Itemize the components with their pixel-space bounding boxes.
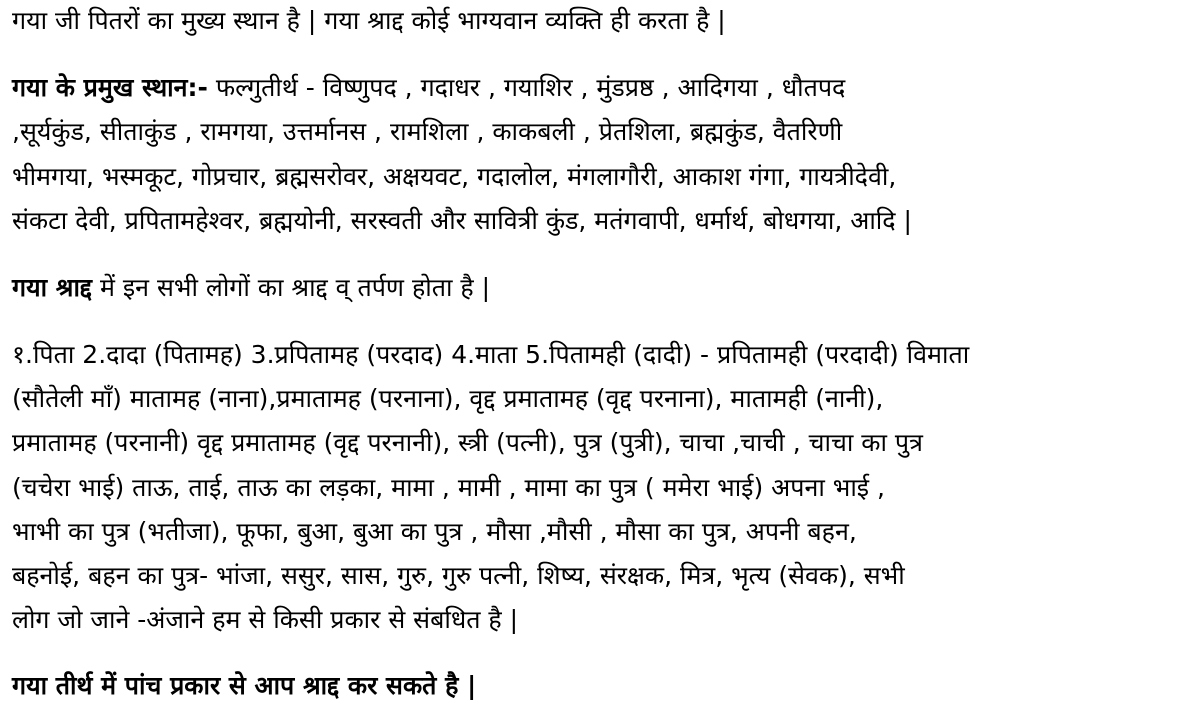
places-list-text: ,सूर्यकुंड, सीताकुंड , रामगया, उत्तर्मानस , रामशिला , काकबली , प्रेतशिला, ब्रह्मकुंड, वैतरिणी — [12, 117, 843, 146]
closing-line — [12, 668, 476, 704]
places-line-3 — [12, 159, 896, 195]
document-page — [12, 0, 1187, 712]
relatives-line-1 — [12, 337, 969, 373]
relatives-text: लोग जो जाने -अंजाने हम से किसी प्रकार से संबधित है | — [12, 605, 519, 634]
relatives-text: प्रमातामह (परनानी) वृद्द प्रमातामह (वृद्द परनानी), स्त्री (पत्नी), पुत्र (पुत्री), चाचा ,चाची , चाचा का पुत्र — [12, 428, 923, 457]
relatives-text: बहनोई, बहन का पुत्र- भांजा, ससुर, सास, गुरु, गुरु पत्नी, शिष्य, संरक्षक, मित्र, भृत्य (सेवक), सभी — [12, 561, 905, 590]
shraddh-heading: गया श्राद्द — [12, 273, 93, 302]
places-list-text: भीमगया, भस्मकूट, गोप्रचार, ब्रह्मसरोवर, अक्षयवट, गदालोल, मंगलागौरी, आकाश गंगा, गायत्रीदेवी, — [12, 162, 897, 191]
intro-text: गया जी पितरों का मुख्य स्थान है | गया श्राद्द कोई भाग्यवान व्यक्ति ही करता है | — [12, 6, 726, 35]
relatives-line-3 — [12, 425, 923, 461]
relatives-text: (सौतेली माँ) मातामह (नाना),प्रमातामह (परनाना), वृद्द प्रमातामह (वृद्द परनाना), मातामही (नानी), — [12, 384, 884, 413]
places-line-1 — [12, 70, 845, 106]
relatives-line-5 — [12, 514, 857, 550]
relatives-line-2 — [12, 381, 883, 417]
relatives-text: (चचेरा भाई) ताऊ, ताई, ताऊ का लड़का, मामा , मामी , मामा का पुत्र ( ममेरा भाई) अपना भाई , — [12, 473, 885, 502]
relatives-line-4 — [12, 470, 885, 506]
places-heading: गया के प्रमुख स्थान:- — [12, 73, 208, 102]
places-line-4 — [12, 203, 912, 239]
places-list-start: फल्गुतीर्थ - विष्णुपद , गदाधर , गयाशिर , मुंडप्रष्ठ , आदिगया , धौतपद — [207, 73, 846, 102]
closing-text: गया तीर्थ में पांच प्रकार से आप श्राद्द कर सकते है | — [12, 671, 477, 700]
places-line-2 — [12, 114, 842, 150]
shraddh-line — [12, 270, 490, 306]
places-list-text: संकटा देवी, प्रपितामहेश्वर, ब्रह्मयोनी, सरस्वती और सावित्री कुंड, मतंगवापी, धर्मार्थ, बोधगया, आदि | — [12, 206, 912, 235]
relatives-text: भाभी का पुत्र (भतीजा), फूफा, बुआ, बुआ का पुत्र , मौसा ,मौसी , मौसा का पुत्र, अपनी बहन, — [12, 517, 857, 546]
relatives-line-7 — [12, 602, 518, 638]
shraddh-text: में इन सभी लोगों का श्राद्द व् तर्पण होता है | — [92, 273, 491, 302]
relatives-text: १.पिता 2.दादा (पितामह) 3.प्रपितामह (परदाद) 4.माता 5.पितामही (दादी) - प्रपितामही (परदादी) विमाता — [12, 340, 970, 369]
intro-line — [12, 3, 726, 39]
relatives-line-6 — [12, 558, 905, 594]
